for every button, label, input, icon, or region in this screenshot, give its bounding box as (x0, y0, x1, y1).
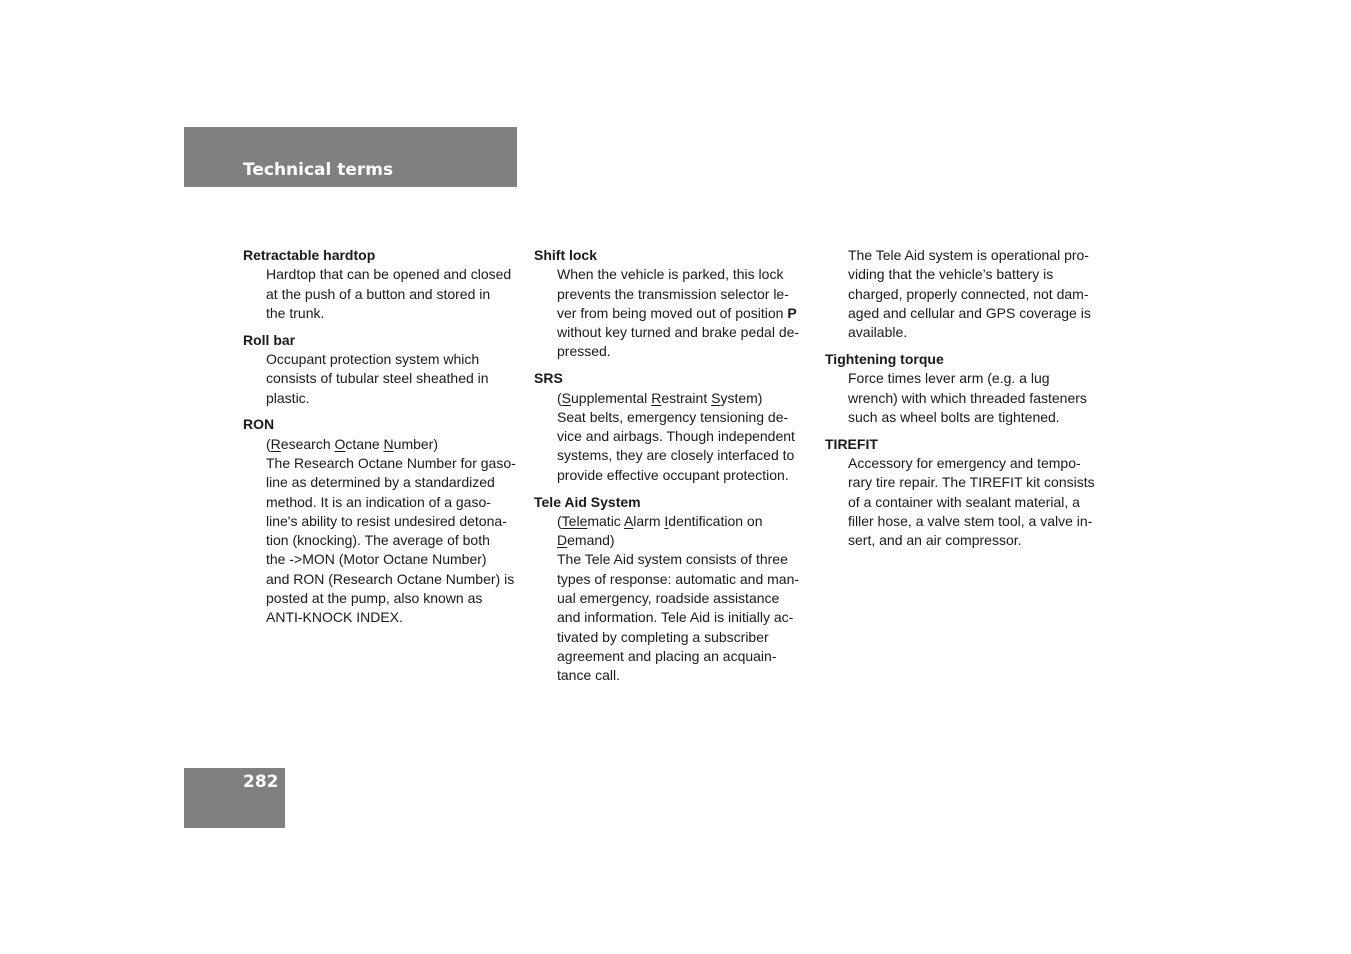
definition-line: vice and airbags. Though independent (557, 428, 795, 445)
definition-line: and RON (Research Octane Number) is (266, 570, 515, 587)
section-title: Technical terms (243, 160, 394, 180)
term-roll-bar: Roll bar (243, 331, 296, 348)
definition-line: ver from being moved out of position P (557, 304, 797, 321)
definition-line: the trunk. (266, 304, 325, 321)
column-1 (243, 246, 523, 635)
definition-line: systems, they are closely interfaced to (557, 447, 795, 464)
definition-line: line's ability to resist undesired detona- (266, 512, 507, 529)
definition-line: method. It is an indication of a gaso- (266, 493, 491, 510)
definition-line: without key turned and brake pedal de- (557, 324, 800, 341)
definition-line: The Tele Aid system consists of three (557, 551, 788, 568)
definition-line: charged, properly connected, not dam- (848, 285, 1089, 302)
definition-line: such as wheel bolts are tightened. (848, 408, 1060, 425)
definition-line: Accessory for emergency and tempo- (848, 454, 1081, 471)
acronym-expansion: (Research Octane Number) (266, 435, 439, 452)
definition-line: Force times lever arm (e.g. a lug (848, 370, 1050, 387)
definition-tele-aid-continued (848, 246, 1110, 342)
definition-retractable-hardtop (266, 265, 523, 323)
term-retractable-hardtop: Retractable hardtop (243, 247, 376, 263)
definition-roll-bar (266, 350, 523, 408)
acronym-expansion: Demand) (557, 532, 615, 549)
definition-line: ual emergency, roadside assistance (557, 590, 780, 607)
definition-line: Seat belts, emergency tensioning de- (557, 408, 789, 425)
definition-line: and information. Tele Aid is initially ac- (557, 609, 794, 626)
definition-line: tance call. (557, 667, 621, 684)
acronym-expansion: (Telematic Alarm Identification on (557, 512, 763, 529)
page-number: 282 (243, 772, 279, 792)
definition-line: pressed. (557, 343, 611, 360)
page-number-box (184, 768, 285, 828)
definition-line: rary tire repair. The TIREFIT kit consists (848, 474, 1095, 491)
definition-line: Hardtop that can be opened and closed (266, 266, 512, 283)
definition-shift-lock (557, 265, 814, 361)
definition-tirefit (848, 454, 1110, 550)
definition-line: The Research Octane Number for gaso- (266, 454, 516, 471)
term-ron: RON (243, 416, 275, 433)
definition-line: types of response: automatic and man- (557, 570, 800, 587)
definition-ron (266, 435, 523, 628)
acronym-expansion: (Supplemental Restraint System) (557, 389, 763, 406)
definition-line: at the push of a button and stored in (266, 285, 491, 302)
definition-tele-aid-system (557, 512, 814, 686)
definition-srs (557, 389, 814, 485)
term-shift-lock: Shift lock (534, 247, 598, 263)
definition-line: viding that the vehicle’s battery is (848, 266, 1054, 283)
definition-line: filler hose, a valve stem tool, a valve in- (848, 512, 1093, 529)
definition-line: wrench) with which threaded fasteners (848, 389, 1087, 406)
definition-line: aged and cellular and GPS coverage is (848, 304, 1091, 321)
column-2 (534, 246, 814, 693)
definition-line: prevents the transmission selector le- (557, 285, 789, 302)
term-tightening-torque: Tightening torque (825, 350, 944, 367)
definition-line: provide effective occupant protection. (557, 466, 789, 483)
definition-line: The Tele Aid system is operational pro- (848, 247, 1089, 263)
definition-line: tivated by completing a subscriber (557, 628, 769, 645)
definition-line: When the vehicle is parked, this lock (557, 266, 784, 283)
definition-line: tion (knocking). The average of both (266, 532, 490, 549)
definition-line: sert, and an air compressor. (848, 532, 1022, 549)
definition-line: consists of tubular steel sheathed in (266, 370, 489, 387)
definition-line: ANTI-KNOCK INDEX. (266, 609, 403, 626)
column-3 (825, 246, 1110, 558)
definition-line: posted at the pump, also known as (266, 590, 483, 607)
term-srs: SRS (534, 370, 563, 387)
definition-line: plastic. (266, 389, 310, 406)
definition-line: the ->MON (Motor Octane Number) (266, 551, 487, 568)
definition-tightening-torque (848, 369, 1110, 427)
definition-line: available. (848, 324, 908, 341)
position-letter: P (787, 304, 797, 321)
definition-line: Occupant protection system which (266, 350, 480, 367)
definition-line: of a container with sealant material, a (848, 493, 1080, 510)
term-tirefit: TIREFIT (825, 435, 878, 452)
definition-line: line as determined by a standardized (266, 474, 495, 491)
definition-line: agreement and placing an acquain- (557, 647, 777, 664)
section-header (184, 127, 517, 187)
term-tele-aid-system: Tele Aid System (534, 493, 641, 510)
